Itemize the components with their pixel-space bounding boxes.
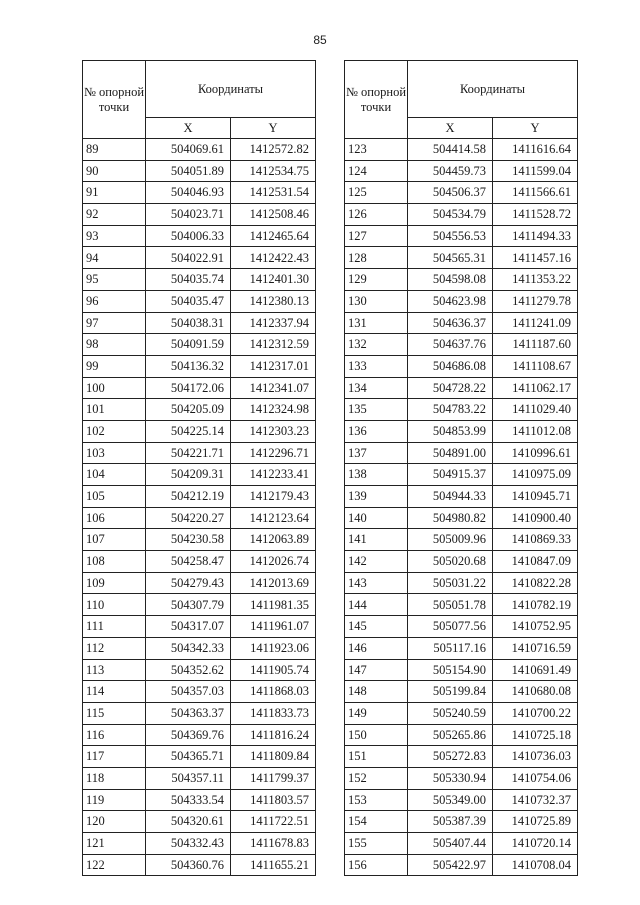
y-coordinate-cell: 1411062.17 xyxy=(493,377,578,399)
table-row xyxy=(345,486,578,508)
table-row xyxy=(345,637,578,659)
y-coordinate-cell: 1411599.04 xyxy=(493,160,578,182)
y-coordinate-cell: 1411961.07 xyxy=(231,616,316,638)
y-coordinate-cell: 1410732.37 xyxy=(493,789,578,811)
x-coordinate-cell: 504230.58 xyxy=(146,529,231,551)
x-coordinate-cell: 504342.33 xyxy=(146,637,231,659)
x-coordinate-cell: 504556.53 xyxy=(408,225,493,247)
y-coordinate-cell: 1411833.73 xyxy=(231,702,316,724)
point-number-cell: 90 xyxy=(83,160,146,182)
table-row xyxy=(345,334,578,356)
table-row xyxy=(345,789,578,811)
y-coordinate-cell: 1412123.64 xyxy=(231,507,316,529)
point-number-cell: 117 xyxy=(83,746,146,768)
x-coordinate-cell: 504636.37 xyxy=(408,312,493,334)
y-coordinate-cell: 1412026.74 xyxy=(231,551,316,573)
x-coordinate-cell: 504783.22 xyxy=(408,399,493,421)
point-number-cell: 104 xyxy=(83,464,146,486)
x-coordinate-cell: 504212.19 xyxy=(146,486,231,508)
table-row xyxy=(83,464,316,486)
point-number-cell: 136 xyxy=(345,420,408,442)
y-coordinate-cell: 1411241.09 xyxy=(493,312,578,334)
point-number-header: № опорной точки xyxy=(83,61,146,139)
x-coordinate-cell: 505031.22 xyxy=(408,572,493,594)
x-coordinate-cell: 504317.07 xyxy=(146,616,231,638)
x-coordinate-cell: 504352.62 xyxy=(146,659,231,681)
table-row xyxy=(83,486,316,508)
table-row xyxy=(83,529,316,551)
coordinates-table-right xyxy=(344,60,578,876)
x-coordinate-cell: 504332.43 xyxy=(146,833,231,855)
x-coordinate-cell: 504853.99 xyxy=(408,420,493,442)
x-coordinate-cell: 504320.61 xyxy=(146,811,231,833)
y-coordinate-cell: 1410725.89 xyxy=(493,811,578,833)
x-coordinate-cell: 504023.71 xyxy=(146,204,231,226)
point-number-cell: 145 xyxy=(345,616,408,638)
x-coordinate-cell: 505240.59 xyxy=(408,702,493,724)
x-coordinate-cell: 504046.93 xyxy=(146,182,231,204)
point-number-cell: 103 xyxy=(83,442,146,464)
x-column-header: X xyxy=(408,118,493,139)
y-coordinate-cell: 1412179.43 xyxy=(231,486,316,508)
x-coordinate-cell: 504365.71 xyxy=(146,746,231,768)
point-number-cell: 140 xyxy=(345,507,408,529)
x-coordinate-cell: 504258.47 xyxy=(146,551,231,573)
point-number-cell: 95 xyxy=(83,269,146,291)
point-number-cell: 114 xyxy=(83,681,146,703)
x-coordinate-cell: 504069.61 xyxy=(146,139,231,161)
table-row xyxy=(83,833,316,855)
point-number-cell: 135 xyxy=(345,399,408,421)
point-number-cell: 146 xyxy=(345,637,408,659)
y-coordinate-cell: 1411566.61 xyxy=(493,182,578,204)
table-row xyxy=(345,529,578,551)
y-coordinate-cell: 1411803.57 xyxy=(231,789,316,811)
table-row xyxy=(345,833,578,855)
table-row xyxy=(345,442,578,464)
point-number-cell: 144 xyxy=(345,594,408,616)
table-row xyxy=(345,182,578,204)
table-row xyxy=(345,811,578,833)
y-coordinate-cell: 1410752.95 xyxy=(493,616,578,638)
table-row xyxy=(83,789,316,811)
y-coordinate-cell: 1412534.75 xyxy=(231,160,316,182)
table-row xyxy=(345,312,578,334)
y-coordinate-cell: 1412296.71 xyxy=(231,442,316,464)
coordinates-table-left xyxy=(82,60,316,876)
x-coordinate-cell: 505387.39 xyxy=(408,811,493,833)
x-coordinate-cell: 505407.44 xyxy=(408,833,493,855)
table-row xyxy=(83,355,316,377)
y-coordinate-cell: 1411108.67 xyxy=(493,355,578,377)
y-coordinate-cell: 1410847.09 xyxy=(493,551,578,573)
point-number-cell: 128 xyxy=(345,247,408,269)
x-coordinate-cell: 504333.54 xyxy=(146,789,231,811)
y-coordinate-cell: 1411722.51 xyxy=(231,811,316,833)
x-coordinate-cell: 504506.37 xyxy=(408,182,493,204)
x-coordinate-cell: 504209.31 xyxy=(146,464,231,486)
table-row xyxy=(83,551,316,573)
point-number-cell: 148 xyxy=(345,681,408,703)
table-row xyxy=(345,681,578,703)
x-coordinate-cell: 504360.76 xyxy=(146,854,231,876)
y-coordinate-cell: 1410869.33 xyxy=(493,529,578,551)
point-number-cell: 124 xyxy=(345,160,408,182)
point-number-cell: 108 xyxy=(83,551,146,573)
y-coordinate-cell: 1411905.74 xyxy=(231,659,316,681)
x-coordinate-cell: 504220.27 xyxy=(146,507,231,529)
table-row xyxy=(345,204,578,226)
table-row xyxy=(83,290,316,312)
table-row xyxy=(345,507,578,529)
coordinates-header: Координаты xyxy=(146,61,316,118)
point-number-cell: 147 xyxy=(345,659,408,681)
y-coordinate-cell: 1410822.28 xyxy=(493,572,578,594)
x-coordinate-cell: 505154.90 xyxy=(408,659,493,681)
y-coordinate-cell: 1412013.69 xyxy=(231,572,316,594)
table-row xyxy=(83,594,316,616)
coordinates-body-left xyxy=(83,139,316,876)
x-coordinate-cell: 505330.94 xyxy=(408,767,493,789)
table-row xyxy=(83,247,316,269)
y-coordinate-cell: 1412508.46 xyxy=(231,204,316,226)
point-number-cell: 121 xyxy=(83,833,146,855)
y-coordinate-cell: 1411923.06 xyxy=(231,637,316,659)
x-coordinate-cell: 504035.47 xyxy=(146,290,231,312)
point-number-cell: 97 xyxy=(83,312,146,334)
table-row xyxy=(345,767,578,789)
x-coordinate-cell: 504944.33 xyxy=(408,486,493,508)
point-number-cell: 127 xyxy=(345,225,408,247)
y-coordinate-cell: 1412422.43 xyxy=(231,247,316,269)
y-coordinate-cell: 1410720.14 xyxy=(493,833,578,855)
x-coordinate-cell: 504915.37 xyxy=(408,464,493,486)
y-coordinate-cell: 1410754.06 xyxy=(493,767,578,789)
x-coordinate-cell: 504369.76 xyxy=(146,724,231,746)
table-row xyxy=(83,182,316,204)
point-number-cell: 152 xyxy=(345,767,408,789)
point-number-cell: 113 xyxy=(83,659,146,681)
x-coordinate-cell: 504035.74 xyxy=(146,269,231,291)
x-coordinate-cell: 504686.08 xyxy=(408,355,493,377)
x-coordinate-cell: 504279.43 xyxy=(146,572,231,594)
table-row xyxy=(83,139,316,161)
y-coordinate-cell: 1410975.09 xyxy=(493,464,578,486)
point-number-cell: 123 xyxy=(345,139,408,161)
table-row xyxy=(83,160,316,182)
point-number-cell: 129 xyxy=(345,269,408,291)
table-row xyxy=(83,269,316,291)
table-row xyxy=(83,702,316,724)
point-number-cell: 156 xyxy=(345,854,408,876)
table-row xyxy=(345,139,578,161)
y-coordinate-cell: 1412324.98 xyxy=(231,399,316,421)
table-row xyxy=(345,616,578,638)
y-coordinate-cell: 1411457.16 xyxy=(493,247,578,269)
x-coordinate-cell: 505077.56 xyxy=(408,616,493,638)
x-coordinate-cell: 504205.09 xyxy=(146,399,231,421)
y-coordinate-cell: 1410700.22 xyxy=(493,702,578,724)
point-number-cell: 137 xyxy=(345,442,408,464)
point-number-cell: 96 xyxy=(83,290,146,312)
table-row xyxy=(83,659,316,681)
point-number-cell: 133 xyxy=(345,355,408,377)
table-row xyxy=(83,507,316,529)
coordinates-body-right xyxy=(345,139,578,876)
x-coordinate-cell: 504565.31 xyxy=(408,247,493,269)
x-coordinate-cell: 504172.06 xyxy=(146,377,231,399)
x-coordinate-cell: 504038.31 xyxy=(146,312,231,334)
x-coordinate-cell: 504307.79 xyxy=(146,594,231,616)
point-number-cell: 139 xyxy=(345,486,408,508)
point-number-cell: 131 xyxy=(345,312,408,334)
table-row xyxy=(345,594,578,616)
x-coordinate-cell: 505009.96 xyxy=(408,529,493,551)
x-coordinate-cell: 505020.68 xyxy=(408,551,493,573)
table-row xyxy=(345,225,578,247)
point-number-cell: 106 xyxy=(83,507,146,529)
table-row xyxy=(83,681,316,703)
point-number-cell: 110 xyxy=(83,594,146,616)
table-row xyxy=(83,334,316,356)
point-number-cell: 111 xyxy=(83,616,146,638)
table-row xyxy=(83,572,316,594)
table-row xyxy=(83,637,316,659)
y-column-header: Y xyxy=(231,118,316,139)
point-number-cell: 155 xyxy=(345,833,408,855)
y-coordinate-cell: 1410691.49 xyxy=(493,659,578,681)
point-number-cell: 151 xyxy=(345,746,408,768)
y-coordinate-cell: 1412465.64 xyxy=(231,225,316,247)
x-coordinate-cell: 505349.00 xyxy=(408,789,493,811)
table-row xyxy=(83,442,316,464)
table-row xyxy=(345,269,578,291)
coordinates-header: Координаты xyxy=(408,61,578,118)
y-coordinate-cell: 1410782.19 xyxy=(493,594,578,616)
x-coordinate-cell: 504459.73 xyxy=(408,160,493,182)
point-number-cell: 141 xyxy=(345,529,408,551)
table-row xyxy=(83,420,316,442)
x-coordinate-cell: 504051.89 xyxy=(146,160,231,182)
point-number-cell: 112 xyxy=(83,637,146,659)
table-row xyxy=(83,312,316,334)
point-number-cell: 119 xyxy=(83,789,146,811)
table-row xyxy=(345,420,578,442)
table-row xyxy=(345,659,578,681)
y-coordinate-cell: 1410900.40 xyxy=(493,507,578,529)
table-row xyxy=(345,377,578,399)
y-coordinate-cell: 1412380.13 xyxy=(231,290,316,312)
point-number-cell: 150 xyxy=(345,724,408,746)
point-number-cell: 93 xyxy=(83,225,146,247)
x-coordinate-cell: 504598.08 xyxy=(408,269,493,291)
point-number-cell: 132 xyxy=(345,334,408,356)
x-coordinate-cell: 504891.00 xyxy=(408,442,493,464)
y-coordinate-cell: 1410708.04 xyxy=(493,854,578,876)
point-number-cell: 130 xyxy=(345,290,408,312)
point-number-cell: 143 xyxy=(345,572,408,594)
y-coordinate-cell: 1411187.60 xyxy=(493,334,578,356)
x-coordinate-cell: 505422.97 xyxy=(408,854,493,876)
point-number-cell: 102 xyxy=(83,420,146,442)
table-row xyxy=(83,746,316,768)
point-number-cell: 122 xyxy=(83,854,146,876)
y-coordinate-cell: 1410680.08 xyxy=(493,681,578,703)
x-coordinate-cell: 504363.37 xyxy=(146,702,231,724)
y-coordinate-cell: 1411981.35 xyxy=(231,594,316,616)
y-coordinate-cell: 1412531.54 xyxy=(231,182,316,204)
table-row xyxy=(83,854,316,876)
table-row xyxy=(83,767,316,789)
x-coordinate-cell: 504980.82 xyxy=(408,507,493,529)
x-coordinate-cell: 505051.78 xyxy=(408,594,493,616)
x-coordinate-cell: 504637.76 xyxy=(408,334,493,356)
table-row xyxy=(83,204,316,226)
y-coordinate-cell: 1412063.89 xyxy=(231,529,316,551)
y-coordinate-cell: 1412312.59 xyxy=(231,334,316,356)
y-coordinate-cell: 1412401.30 xyxy=(231,269,316,291)
table-row xyxy=(345,746,578,768)
y-coordinate-cell: 1410716.59 xyxy=(493,637,578,659)
table-row xyxy=(83,399,316,421)
y-coordinate-cell: 1411012.08 xyxy=(493,420,578,442)
table-row xyxy=(345,724,578,746)
y-column-header: Y xyxy=(493,118,578,139)
point-number-header: № опорной точки xyxy=(345,61,408,139)
x-coordinate-cell: 505272.83 xyxy=(408,746,493,768)
y-coordinate-cell: 1412341.07 xyxy=(231,377,316,399)
table-row xyxy=(345,247,578,269)
point-number-cell: 98 xyxy=(83,334,146,356)
x-coordinate-cell: 504221.71 xyxy=(146,442,231,464)
point-number-cell: 92 xyxy=(83,204,146,226)
y-coordinate-cell: 1410736.03 xyxy=(493,746,578,768)
table-row xyxy=(345,551,578,573)
x-column-header: X xyxy=(146,118,231,139)
table-row xyxy=(83,811,316,833)
y-coordinate-cell: 1411655.21 xyxy=(231,854,316,876)
y-coordinate-cell: 1411799.37 xyxy=(231,767,316,789)
y-coordinate-cell: 1410725.18 xyxy=(493,724,578,746)
y-coordinate-cell: 1411816.24 xyxy=(231,724,316,746)
table-row xyxy=(345,572,578,594)
point-number-cell: 91 xyxy=(83,182,146,204)
point-number-cell: 154 xyxy=(345,811,408,833)
point-number-cell: 101 xyxy=(83,399,146,421)
y-coordinate-cell: 1412572.82 xyxy=(231,139,316,161)
y-coordinate-cell: 1410996.61 xyxy=(493,442,578,464)
table-row xyxy=(83,616,316,638)
y-coordinate-cell: 1411868.03 xyxy=(231,681,316,703)
x-coordinate-cell: 504006.33 xyxy=(146,225,231,247)
point-number-cell: 125 xyxy=(345,182,408,204)
y-coordinate-cell: 1411029.40 xyxy=(493,399,578,421)
y-coordinate-cell: 1411528.72 xyxy=(493,204,578,226)
y-coordinate-cell: 1411809.84 xyxy=(231,746,316,768)
x-coordinate-cell: 504136.32 xyxy=(146,355,231,377)
x-coordinate-cell: 504623.98 xyxy=(408,290,493,312)
point-number-cell: 107 xyxy=(83,529,146,551)
point-number-cell: 99 xyxy=(83,355,146,377)
table-row xyxy=(83,377,316,399)
page-number: 85 xyxy=(313,33,327,47)
point-number-cell: 115 xyxy=(83,702,146,724)
y-coordinate-cell: 1411353.22 xyxy=(493,269,578,291)
x-coordinate-cell: 504534.79 xyxy=(408,204,493,226)
point-number-cell: 116 xyxy=(83,724,146,746)
point-number-cell: 94 xyxy=(83,247,146,269)
x-coordinate-cell: 505117.16 xyxy=(408,637,493,659)
point-number-cell: 134 xyxy=(345,377,408,399)
table-row xyxy=(345,464,578,486)
y-coordinate-cell: 1411616.64 xyxy=(493,139,578,161)
y-coordinate-cell: 1412233.41 xyxy=(231,464,316,486)
x-coordinate-cell: 505199.84 xyxy=(408,681,493,703)
point-number-cell: 109 xyxy=(83,572,146,594)
y-coordinate-cell: 1411494.33 xyxy=(493,225,578,247)
table-row xyxy=(345,399,578,421)
point-number-cell: 105 xyxy=(83,486,146,508)
x-coordinate-cell: 504357.03 xyxy=(146,681,231,703)
x-coordinate-cell: 504225.14 xyxy=(146,420,231,442)
point-number-cell: 149 xyxy=(345,702,408,724)
y-coordinate-cell: 1412337.94 xyxy=(231,312,316,334)
table-row xyxy=(345,702,578,724)
table-row xyxy=(345,854,578,876)
point-number-cell: 126 xyxy=(345,204,408,226)
y-coordinate-cell: 1412303.23 xyxy=(231,420,316,442)
x-coordinate-cell: 504414.58 xyxy=(408,139,493,161)
y-coordinate-cell: 1410945.71 xyxy=(493,486,578,508)
point-number-cell: 138 xyxy=(345,464,408,486)
table-row xyxy=(345,355,578,377)
table-row xyxy=(345,160,578,182)
point-number-cell: 153 xyxy=(345,789,408,811)
table-row xyxy=(83,225,316,247)
point-number-cell: 89 xyxy=(83,139,146,161)
table-row xyxy=(83,724,316,746)
table-row xyxy=(345,290,578,312)
point-number-cell: 142 xyxy=(345,551,408,573)
y-coordinate-cell: 1411678.83 xyxy=(231,833,316,855)
point-number-cell: 100 xyxy=(83,377,146,399)
x-coordinate-cell: 504728.22 xyxy=(408,377,493,399)
point-number-cell: 120 xyxy=(83,811,146,833)
x-coordinate-cell: 505265.86 xyxy=(408,724,493,746)
point-number-cell: 118 xyxy=(83,767,146,789)
y-coordinate-cell: 1411279.78 xyxy=(493,290,578,312)
x-coordinate-cell: 504022.91 xyxy=(146,247,231,269)
y-coordinate-cell: 1412317.01 xyxy=(231,355,316,377)
x-coordinate-cell: 504357.11 xyxy=(146,767,231,789)
x-coordinate-cell: 504091.59 xyxy=(146,334,231,356)
